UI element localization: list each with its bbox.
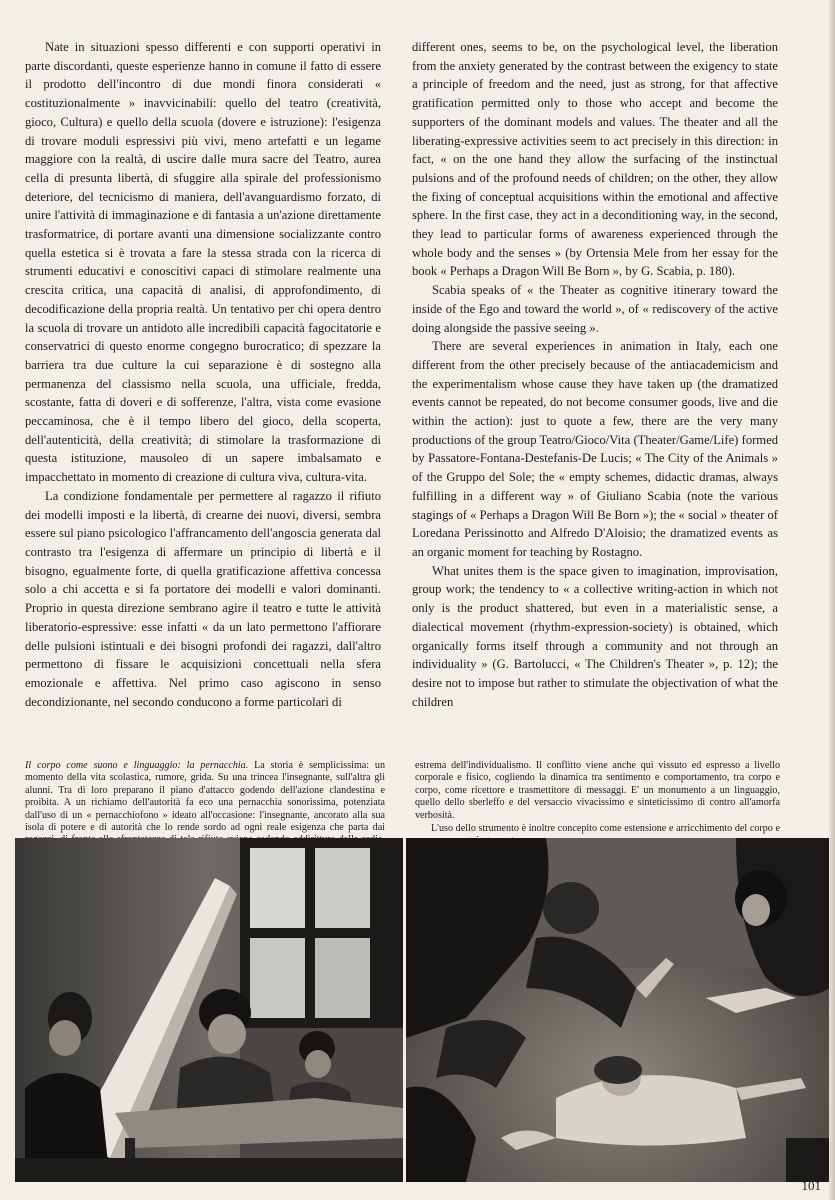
caption-right-paragraph-2: L'uso dello strumento è inoltre concepito come estensione e arricchimento del corpo e (431, 823, 780, 835)
left-paragraph-2: La condizione fondamentale per permettere al ragazzo il rifiuto dei modelli imposti e la libertà, di crearne dei nuovi, diversi, sembra essere sul piano psicologico l'affrancamento dell'angoscia generata dal contrasto tra l'esigenza di affermare un principio di libertà e il bisogno, egualmente forte, di quella gratificazione affettiva concessa solo a chi accetta e si fa portatore dei modelli e valori dominanti. Proprio in questa direzione sembrano agire il teatro e tutte le attività liberatorio-espressive: esse infatti « da un lato permettono l'affiorare delle pulsioni istintuali e dei bisogni profondi dei ragazzi, dall'altro permettono di fissare le acquisizioni concettuali nella sfera emozionale e affettiva. Nel primo caso agiscono in senso decondizionante, nel secondo conducono a forme particolari di (25, 488, 381, 709)
caption-title: Il corpo come suono e linguaggio: la pernacchia. (25, 760, 249, 771)
right-paragraph-4: What unites them is the space given to imagination, improvisation, group work; the tendency to « a collective writing-action in which not only is the product shattered, but even in a materialistic sense, a dialectical movement (rhythm-expression-society) is obtained, which organically forms itself through a community and not through an individuality » (G. Bartolucci, « The Children's Theater », p. 12); the desire not to impose but rather to stimulate the objectivation of what the children (412, 563, 778, 709)
classroom-photo-illustration (15, 838, 403, 1182)
caption-right-paragraph-1: estrema dell'individualismo. Il conflitto viene anche qui vissuto ed espresso a livello corporale e fisico, cogliendo la dinamica tra sentimento e comportamento, tra corpo e corpo, come ricettore e trasmettitore di messaggi. E' un monumento a un linguaggio, quello dello sberleffo e del versaccio vivacissimo e sinteticissimo di contro all'amorfa verbosità. (415, 760, 780, 821)
caption-left-text: La storia è semplicissima: un momento della vita scolastica, rumore, grida. Su una trincea l'insegnante, sull'altra gli alunni. Tra di loro preparano il piano d'attacco godendo dell'azione clandestina e proibita. A un richiamo dell'autorità fa eco una pernacchia sonorissima, potenziata dall'uso di un « pernacchiofono » ideato all'occasione: l'insegnante, ancorato alla sua isola di potere e di autorità che lo rende sordo ad ogni reale esigenza che parta dai (25, 760, 386, 834)
left-text-column (25, 38, 381, 711)
right-paragraph-2: Scabia speaks of « the Theater as cognitive itinerary toward the inside of the Ego and toward the world », of « rediscovery of the active doing alongside the passive seeing ». (412, 283, 778, 335)
page-edge (829, 0, 835, 1200)
right-text-column (412, 38, 778, 711)
performance-photo-illustration (406, 838, 830, 1182)
left-paragraph-1: Nate in situazioni spesso differenti e con supporti operativi in parte discordanti, queste esperienze hanno in comune il fatto di essere il prodotto dell'incontro di due mondi finora considerati « costituzionalmente » inavvicinabili: quello del teatro (creatività, gioco, Cultura) e quello della scuola (dovere e istruzione): l'esigenza di trovare moduli espressivi più vivi, meno artefatti e un legame maggiore con la realtà, di uscire dalle mura sacre del Teatro, aurea cella di presunta libertà, di sfuggire alla spirale del professionismo deteriore, del tecnicismo di maniera, dell'avanguardismo forzato, di unire l'attività di immaginazione e di fantasia a un'azione direttamente trasformatrice, di portare avanti una dimensione socializzante contro quella estetica si è trovata a fare la stessa strada con la ricerca di strumenti educativi e conoscitivi capaci di stimolare realmente una crescita critica, una capacità di analisi, di approfondimento, di decodificazione della propria realtà. Un tentativo per chi opera dentro la scuola di trovare un antidoto alle incredibili capacità fagocitatorie e conservatrici di questo enorme congegno burocratico; di spezzare la barriera tra due culture la cui separazione è di sostegno alla permanenza del classismo nella scuola, una ufficiale, fredda, scostante, fatta di doveri e di sofferenze, l'altra, vista come evasione peccaminosa, che è il tempo libero del gioco, della scoperta, dell'autenticità, della creatività; di stimolare la trasformazione di questa istituzione, mausoleo di un sapere imbalsamato e impacchettato in momento di creazione di cultura viva, cultura-vita. (25, 40, 381, 485)
right-paragraph-1: different ones, seems to be, on the psychological level, the liberation from the anxiety generated by the contrast between the exigency to state a principle of freedom and the need, just as strong, for that affective gratification permitted only to those who accept and become the supporters of the dominant models and values. The theater and all the liberating-expressive activities seem to act precisely in this direction: in fact, « on the one hand they allow the surfacing of the instinctual pulsions and of the profound needs of children; on the other, they allow the fixing of conceptual acquisitions within the emotional and affective sphere. In the first case, they act in a deconditioning way, in the second, they lead to particular forms of awareness experienced through the whole body and the senses » (by Ortensia Mele from her essay for the book « Perhaps a Dragon Will Be Born », by G. Scabia, p. 180). (412, 40, 778, 279)
right-paragraph-3: There are several experiences in animation in Italy, each one different from the other precisely because of the antiacademicism and the experimentalism whose cause they have taken up (the dramatized events cannot be repeated, do not become consumer goods, live and die within the action): just to quote a few, there are the very many productions of the group Teatro/Gioco/Vita (Theater/Game/Life) formed by Passatore-Fontana-Destefanis-De Lucis; « The City of the Animals » of the Gruppo del Sole; the « empty schemes, didactic dramas, always fulfilling in a different way » of Giuliano Scabia (note the various stagings of « Perhaps a Dragon Will Be Born »); the « social » theater of Loredana Perissinotto and Alfredo D'Aloisio; the dramatized events as an organic moment for teaching by Rostagno. (412, 339, 778, 559)
photo-caption-right (415, 760, 780, 848)
classroom-photo (15, 838, 403, 1182)
page-number: 101 (801, 1178, 821, 1193)
performance-photo (406, 838, 830, 1182)
